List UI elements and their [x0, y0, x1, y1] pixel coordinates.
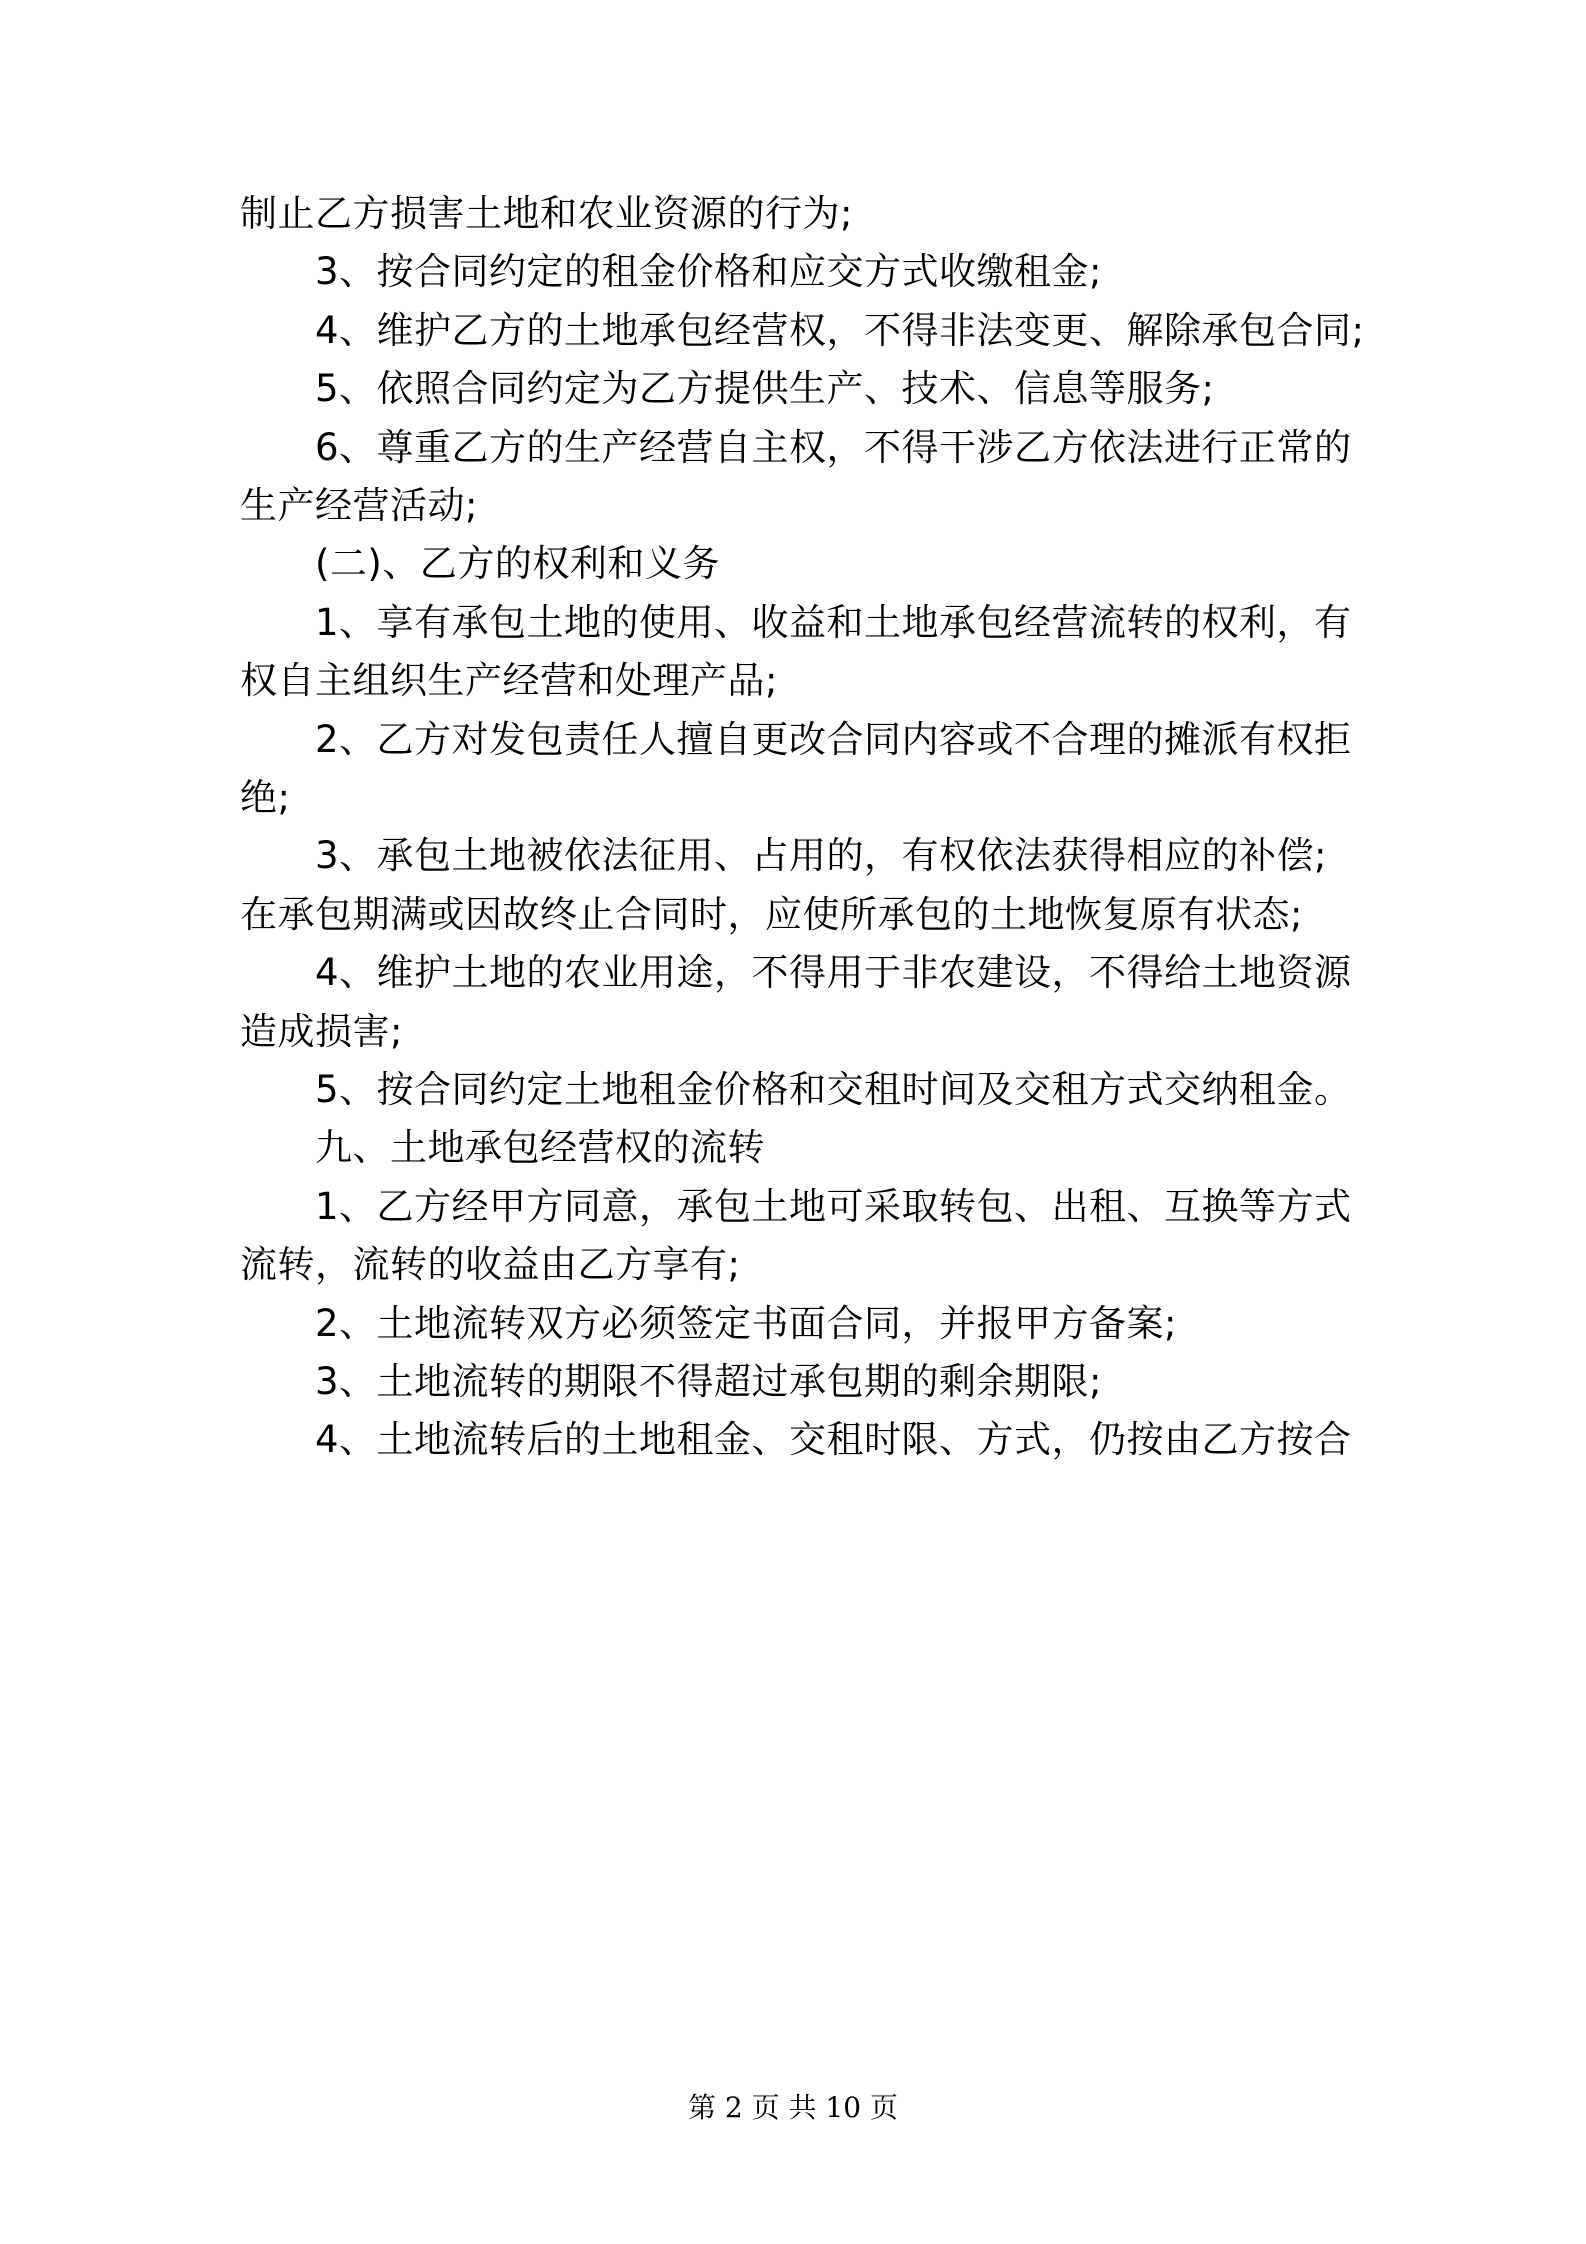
- text-line: 3、土地流转的期限不得超过承包期的剩余期限;: [315, 1360, 1103, 1403]
- text-line: 3、按合同约定的租金价格和应交方式收缴租金;: [315, 250, 1103, 294]
- text-line: 造成损害;: [240, 1009, 403, 1053]
- text-line: 流转，流转的收益由乙方享有;: [240, 1243, 741, 1287]
- text-line: 3、承包土地被依法征用、占用的，有权依法获得相应的补偿;: [315, 834, 1328, 878]
- text-line: (二)、乙方的权利和义务: [315, 542, 720, 586]
- text-line: 绝;: [240, 776, 291, 819]
- text-line: 4、维护乙方的土地承包经营权，不得非法变更、解除承包合同;: [315, 308, 1365, 352]
- text-line: 4、维护土地的农业用途，不得用于非农建设，不得给土地资源: [315, 951, 1352, 995]
- text-line: 2、乙方对发包责任人擅自更改合同内容或不合理的摊派有权拒: [315, 717, 1352, 761]
- text-line: 5、依照合同约定为乙方提供生产、技术、信息等服务;: [315, 367, 1215, 411]
- text-line: 九、土地承包经营权的流转: [315, 1126, 765, 1170]
- text-line: 5、按合同约定土地租金价格和交租时间及交租方式交纳租金。: [315, 1068, 1352, 1111]
- text-line: 在承包期满或因故终止合同时，应使所承包的土地恢复原有状态;: [240, 892, 1303, 936]
- text-line: 2、土地流转双方必须签定书面合同，并报甲方备案;: [315, 1301, 1178, 1345]
- text-line: 6、尊重乙方的生产经营自主权，不得干涉乙方依法进行正常的: [315, 425, 1352, 469]
- text-line: 4、土地流转后的土地租金、交租时限、方式，仍按由乙方按合: [315, 1418, 1352, 1462]
- text-line: 生产经营活动;: [240, 484, 478, 527]
- text-line: 制止乙方损害土地和农业资源的行为;: [240, 192, 853, 235]
- text-line: 权自主组织生产经营和处理产品;: [240, 659, 778, 703]
- text-line: 1、享有承包土地的使用、收益和土地承包经营流转的权利，有: [315, 600, 1352, 644]
- text-line: 1、乙方经甲方同意，承包土地可采取转包、出租、互换等方式: [315, 1184, 1352, 1228]
- page-footer: 第 2 页 共 10 页: [688, 2091, 898, 2124]
